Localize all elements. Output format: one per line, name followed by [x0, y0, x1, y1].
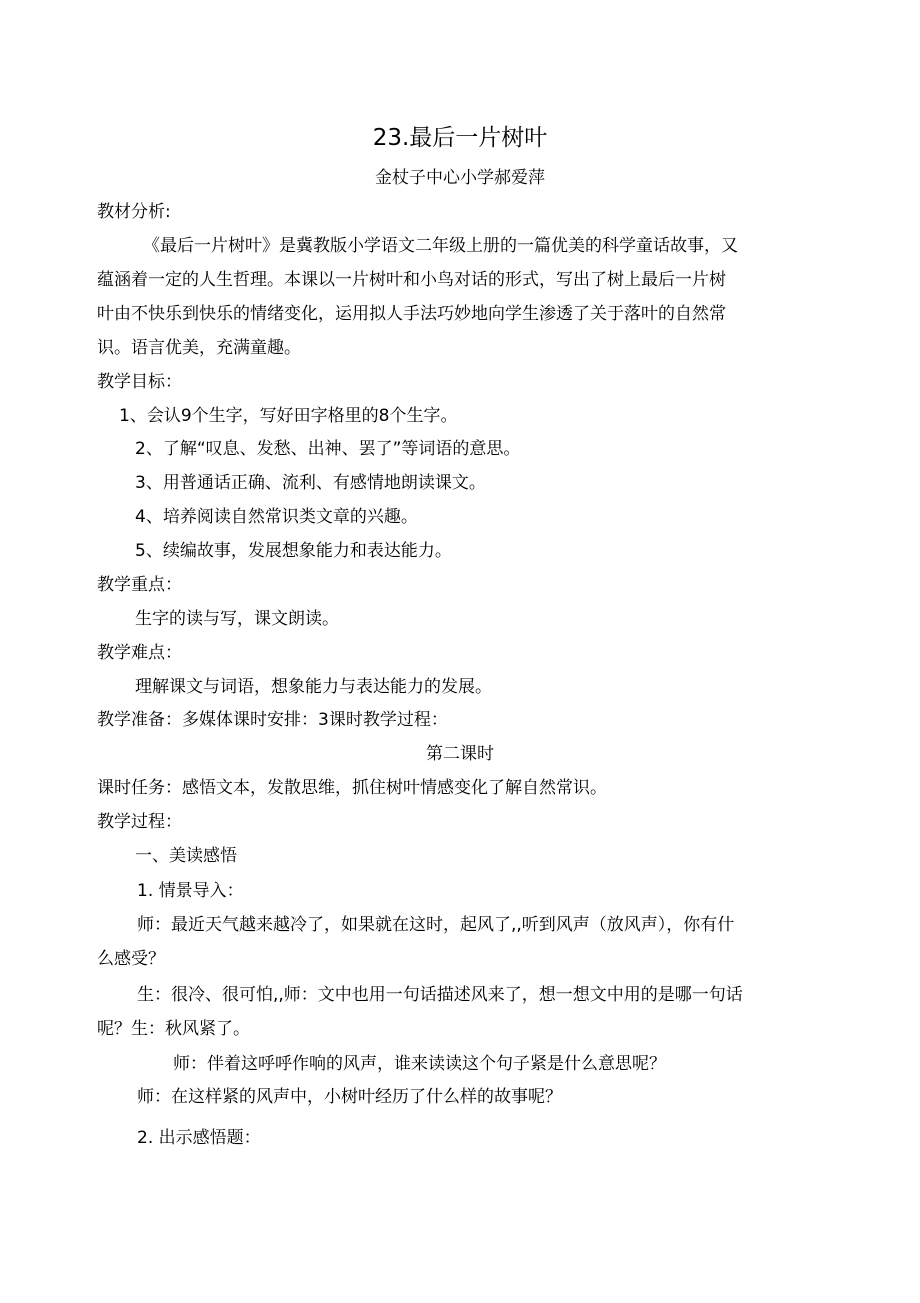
preparation-line: 教学准备：多媒体课时安排：3课时教学过程：	[97, 710, 448, 730]
analysis-line: 识。语言优美，充满童趣。	[97, 338, 301, 358]
document-title: 23.最后一片树叶	[372, 125, 548, 151]
analysis-line: 蕴涵着一定的人生哲理。本课以一片树叶和小鸟对话的形式，写出了树上最后一片树	[97, 270, 726, 290]
lesson-task-line: 课时任务：感悟文本，发散思维，抓住树叶情感变化了解自然常识。	[97, 778, 607, 798]
process-heading: 教学过程：	[97, 812, 182, 832]
goal-item: 2、了解“叹息、发愁、出神、罢了”等词语的意思。	[135, 439, 521, 459]
step-heading: 1. 情景导入：	[137, 881, 244, 901]
goal-item: 3、用普通话正确、流利、有感情地朗读课文。	[135, 473, 486, 493]
key-points-text: 生字的读与写，课文朗读。	[135, 609, 339, 629]
analysis-heading: 教材分析:	[97, 202, 171, 222]
goal-item: 4、培养阅读自然常识类文章的兴趣。	[135, 507, 418, 527]
analysis-line: 《最后一片树叶》是冀教版小学语文二年级上册的一篇优美的科学童话故事，又	[143, 236, 738, 256]
goal-item: 5、续编故事，发展想象能力和表达能力。	[135, 541, 452, 561]
dialogue-line: 师：最近天气越来越冷了，如果就在这时，起风了,,听到风声（放风声），你有什	[137, 915, 735, 935]
analysis-line: 叶由不快乐到快乐的情绪变化，运用拟人手法巧妙地向学生渗透了关于落叶的自然常	[97, 304, 726, 324]
dialogue-line: 师：在这样紧的风声中，小树叶经历了什么样的故事呢？	[137, 1087, 562, 1107]
section-heading: 一、美读感悟	[135, 846, 237, 866]
dialogue-line: 师：伴着这呼呼作响的风声，谁来读读这个句子紧是什么意思呢？	[173, 1054, 666, 1074]
author-line: 金杖子中心小学郝爱萍	[375, 168, 545, 188]
dialogue-line: 呢？生：秋风紧了。	[97, 1019, 250, 1039]
difficulty-text: 理解课文与词语，想象能力与表达能力的发展。	[135, 677, 492, 697]
dialogue-line: 么感受？	[97, 949, 165, 969]
goal-item: 1、会认9个生字，写好田字格里的8个生字。	[119, 406, 458, 426]
key-points-heading: 教学重点：	[97, 575, 182, 595]
difficulty-heading: 教学难点：	[97, 643, 182, 663]
dialogue-line: 生：很冷、很可怕,,师：文中也用一句话描述风来了，想一想文中用的是哪一句话	[137, 985, 743, 1005]
lesson-title: 第二课时	[426, 744, 494, 764]
step-heading: 2. 出示感悟题：	[137, 1128, 261, 1148]
goals-heading: 教学目标：	[97, 372, 182, 392]
